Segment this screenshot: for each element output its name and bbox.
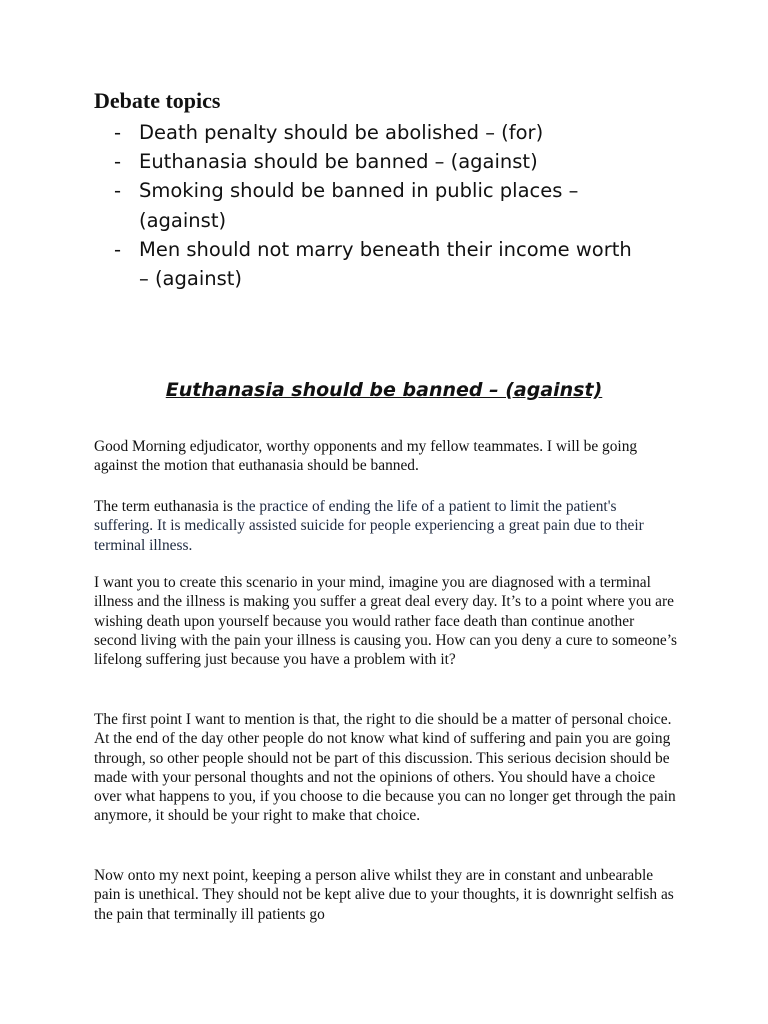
list-item	[114, 176, 634, 234]
page-heading: Debate topics	[94, 88, 221, 113]
list-item	[114, 235, 634, 293]
list-dash: -	[114, 121, 122, 144]
first-point-paragraph: The first point I want to mention is that, the right to die should be a matter of personal choice. At the end of the day other people do not know what kind of suffering and pain you are going through, so other people should not be part of this discussion. This serious decision should be made with your personal thoughts and not the opinions of others. You should have a choice over what happens to you, if you choose to die because you can no longer get through the pain anymore, it should be your right to make that choice.	[94, 711, 676, 825]
definition-lead: The term euthanasia is	[94, 498, 237, 515]
next-point-paragraph: Now onto my next point, keeping a person alive whilst they are in constant and unbearable pain is unethical. They should not be kept alive due to your thoughts, it is downright selfish as the pain that terminally ill patients go	[94, 867, 674, 923]
list-dash: -	[114, 150, 122, 174]
list-item	[114, 147, 634, 176]
definition-paragraph	[94, 497, 679, 555]
definition-body: the practice of ending the life of a patient to limit the patient's suffering. It is medically assisted suicide for people experiencing a great pain due to their terminal illness.	[94, 498, 644, 554]
list-dash: -	[114, 237, 122, 261]
topic-text: Death penalty should be abolished – (for)	[139, 121, 544, 144]
speech-title: Euthanasia should be banned – (against)	[165, 379, 603, 401]
topic-text: Men should not marry beneath their income worth – (against)	[139, 237, 632, 291]
topic-text: Smoking should be banned in public places – (against)	[139, 179, 579, 232]
list-dash: -	[114, 179, 122, 203]
topic-text: Euthanasia should be banned – (against)	[139, 150, 538, 174]
scenario-paragraph: I want you to create this scenario in your mind, imagine you are diagnosed with a terminal illness and the illness is making you suffer a great deal every day. It’s to a point where you are wishing death upon yourself because you would rather face death than continue another second living with the pain your illness is causing you. How can you deny a cure to someone’s lifelong suffering just because you have a problem with it?	[94, 574, 678, 669]
debate-topics-list	[114, 118, 634, 293]
intro-paragraph: Good Morning edjudicator, worthy opponents and my fellow teammates. I will be going against the motion that euthanasia should be banned.	[94, 438, 638, 475]
list-item	[114, 118, 634, 147]
